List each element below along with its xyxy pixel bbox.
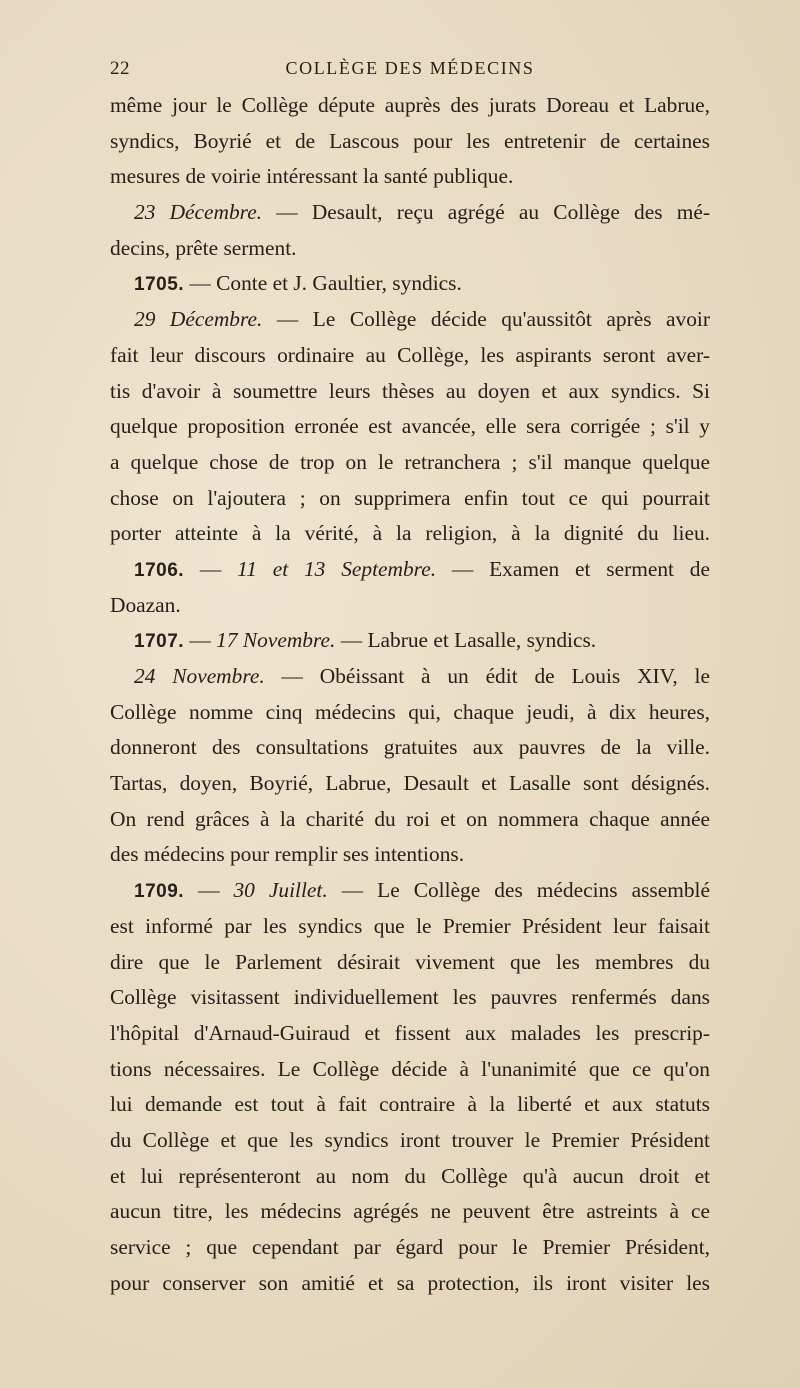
text-segment: — Labrue et Lasalle, syndics. (335, 628, 597, 653)
text-segment: du Collège et que les syndics iront trouver le Premier Président (110, 1127, 710, 1152)
text-segment: pour conserver son amitié et sa protection, ils iront visiter les (110, 1270, 710, 1295)
text-segment: mesures de voirie intéressant la santé publique. (110, 164, 514, 189)
text-line (110, 1230, 710, 1266)
text-line (110, 1052, 710, 1088)
text-segment: même jour le Collège députe auprès des jurats Doreau et Labrue, (110, 93, 710, 117)
text-segment: Collège nomme cinq médecins qui, chaque jeudi, à dix heures, (110, 699, 710, 724)
text-line (110, 1194, 710, 1230)
page-number: 22 (110, 58, 130, 79)
text-segment: des médecins pour remplir ses intentions. (110, 842, 465, 867)
text-line (110, 481, 710, 517)
text-segment: et lui représenteront au nom du Collège qu'à aucun droit et (110, 1163, 710, 1188)
text-line (110, 1016, 710, 1052)
date-heading: 24 Novembre. (134, 664, 265, 688)
text-segment: est informé par les syndics que le Premier Président leur faisait (110, 913, 710, 938)
text-segment: lui demande est tout à fait contraire à la liberté et aux statuts (110, 1092, 710, 1117)
text-line (110, 1123, 710, 1159)
text-line (110, 909, 710, 945)
text-segment: l'hôpital d'Arnaud-Guiraud et fissent aux malades les prescrip- (110, 1020, 710, 1045)
text-line (110, 695, 710, 731)
text-line (110, 837, 710, 873)
text-line (110, 338, 710, 374)
text-segment: — (184, 878, 234, 903)
text-line (110, 1087, 710, 1123)
text-line (110, 802, 710, 838)
text-segment: donneront des consultations gratuites aux pauvres de la ville. (110, 735, 710, 760)
text-line (110, 980, 710, 1016)
text-line (110, 1159, 710, 1195)
text-line (110, 88, 710, 124)
text-segment: — Le Collège décide qu'aussitôt après avoir (262, 307, 710, 332)
text-line (110, 766, 710, 802)
text-segment: On rend grâces à la charité du roi et on nommera chaque année (110, 806, 710, 831)
text-segment: Collège visitassent individuellement les pauvres renfermés dans (110, 985, 710, 1010)
text-line (110, 659, 710, 695)
text-segment: porter atteinte à la vérité, à la religion, à la dignité du lieu. (110, 521, 710, 546)
text-line (110, 374, 710, 410)
year-heading: 1706. (134, 559, 185, 581)
text-segment: a quelque chose de trop on le retranchera ; s'il manque quelque (110, 449, 710, 474)
text-segment: tis d'avoir à soumettre leurs thèses au doyen et aux syndics. Si (110, 378, 710, 403)
text-segment: — Desault, reçu agrégé au Collège des mé- (262, 200, 711, 225)
running-head: COLLÈGE DES MÉDECINS (285, 58, 535, 78)
date-heading: 11 et 13 Septembre. (237, 556, 437, 581)
text-line (110, 945, 710, 981)
text-line (110, 302, 710, 338)
date-heading: 17 Novembre. (216, 628, 336, 653)
text-line (110, 231, 710, 267)
year-heading: 1705. (134, 274, 185, 296)
text-segment: — Examen et serment de (436, 556, 710, 581)
text-segment: — (184, 556, 238, 581)
text-segment: quelque proposition erronée est avancée, elle sera corrigée ; s'il y (110, 414, 710, 439)
text-segment: fait leur discours ordinaire au Collège, les aspirants seront aver- (110, 342, 710, 367)
text-line (110, 124, 710, 160)
text-line (110, 195, 710, 231)
text-line (110, 409, 710, 445)
text-segment: chose on l'ajoutera ; on supprimera enfin tout ce qui pourrait (110, 485, 710, 510)
text-line (110, 588, 710, 624)
text-line (110, 873, 710, 909)
text-segment: — (184, 628, 217, 653)
text-segment: tions nécessaires. Le Collège décide à l'unanimité que ce qu'on (110, 1056, 710, 1081)
year-heading: 1709. (134, 881, 185, 903)
text-segment: aucun titre, les médecins agrégés ne peuvent être astreints à ce (110, 1199, 710, 1224)
text-segment: Doazan. (110, 592, 181, 617)
date-heading: 23 Décembre. (134, 200, 263, 225)
date-heading: 30 Juillet. (233, 878, 328, 903)
text-line (110, 445, 710, 481)
text-line (110, 266, 710, 302)
text-line (110, 623, 710, 659)
page-header (110, 58, 710, 88)
text-line (110, 730, 710, 766)
body-text (110, 88, 710, 1301)
text-line (110, 1266, 710, 1302)
text-segment: dire que le Parlement désirait vivement que les membres du (110, 949, 710, 974)
text-segment: Tartas, doyen, Boyrié, Labrue, Desault et Lasalle sont désignés. (110, 771, 710, 796)
text-segment: syndics, Boyrié et de Lascous pour les entretenir de certaines (110, 128, 710, 153)
text-segment: — Obéissant à un édit de Louis XIV, le (264, 664, 710, 688)
text-line (110, 552, 710, 588)
text-segment: — Le Collège des médecins assemblé (327, 878, 710, 903)
text-segment: service ; que cependant par égard pour le Premier Président, (110, 1235, 710, 1259)
text-segment: decins, prête serment. (110, 235, 297, 260)
text-segment: — Conte et J. Gaultier, syndics. (184, 271, 462, 296)
text-line (110, 159, 710, 195)
text-line (110, 516, 710, 552)
date-heading: 29 Décembre. (134, 307, 263, 332)
year-heading: 1707. (134, 631, 185, 653)
